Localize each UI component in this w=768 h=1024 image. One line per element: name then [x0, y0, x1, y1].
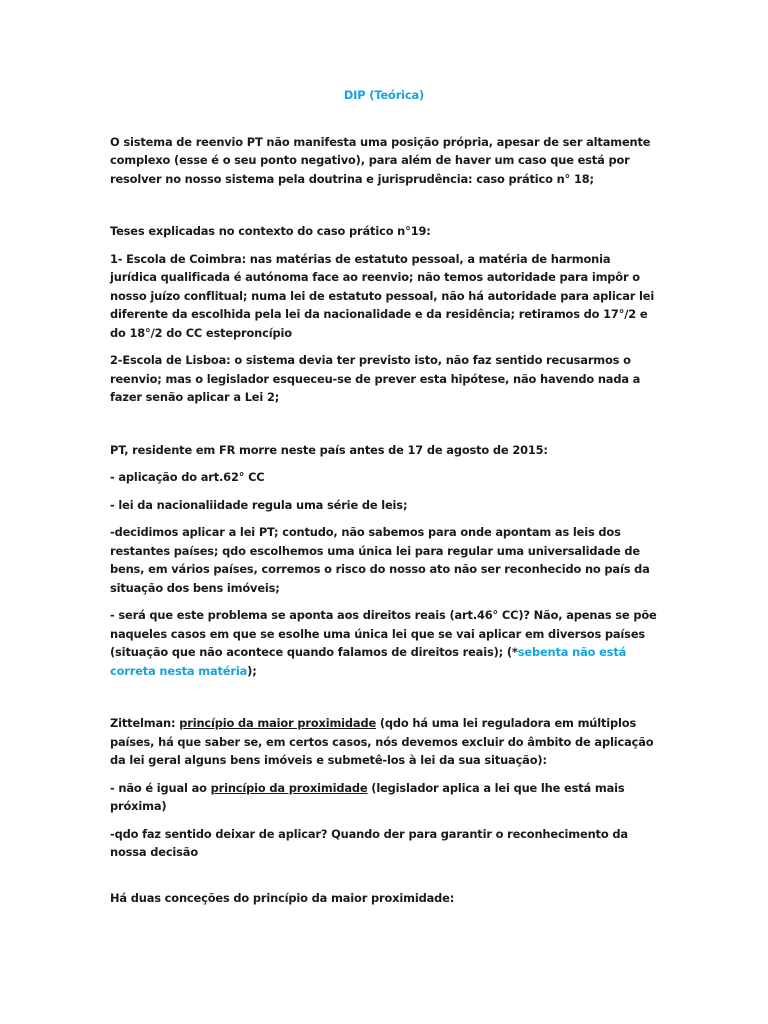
- list-item-art62: - aplicação do art.62° CC: [110, 470, 265, 484]
- proximidade-rest: (legislador aplica a lei que lhe está mais próxima): [110, 780, 625, 813]
- document-title: DIP (Teórica): [343, 88, 425, 102]
- paragraph-case-heading: PT, residente em FR morre neste país antes de 17 de agosto de 2015:: [110, 442, 548, 457]
- zittelman-lead: Zittelman:: [110, 716, 180, 730]
- principio-maior-proximidade-term: princípio da maior proximidade: [179, 716, 377, 730]
- direitos-reais-text: - será que este problema se aponta aos direitos reais (art.46° CC)? Não, apenas se põe naqueles casos em que se esolhe uma única lei que se vai aplicar em diversos países (situação que não acontece quando falamos de direitos reais); (*: [110, 608, 657, 659]
- direitos-reais-end: );: [247, 663, 257, 678]
- principio-proximidade-term: princípio da proximidade: [210, 780, 368, 795]
- list-item-deixar-aplicar: -qdo faz sentido deixar de aplicar? Quando der para garantir o reconhecimento da nossa decisão: [110, 826, 628, 859]
- proximidade-lead: - não é igual ao: [110, 780, 211, 795]
- list-item-nacionalidade: - lei da nacionaliidade regula uma série de leis;: [110, 497, 408, 512]
- paragraph-teses-heading: Teses explicadas no contexto do caso prático n°19:: [110, 224, 431, 238]
- zittelman-rest: (qdo há uma lei reguladora em múltiplos países, há que saber se, em certos casos, nós devemos excluir do âmbito de aplicação da lei geral alguns bens imóveis e submetê-los à lei da sua situação):: [110, 716, 654, 767]
- paragraph-escola-coimbra: 1- Escola de Coimbra: nas matérias de estatuto pessoal, a matéria de harmonia jurídica qualificada é autónoma face ao reenvio; não temos autoridade para impôr o nosso juízo conflitual; numa lei de estatuto pessoal, não há autoridade para aplicar lei diferente da escolhida pela lei da nacionalidade e da residência; retiramos do 17°/2 e do 18°/2 do CC esteproncípio: [110, 251, 655, 340]
- paragraph-reenvio-intro: O sistema de reenvio PT não manifesta uma posição própria, apesar de ser altamente complexo (esse é o seu ponto negativo), para além de haver um caso que está por resolver no nosso sistema pela doutrina e jurisprudência: caso prático n° 18;: [110, 134, 651, 186]
- list-item-lei-pt: -decidimos aplicar a lei PT; contudo, não sabemos para onde apontam as leis dos restantes países; qdo escolhemos uma única lei para regular uma universalidade de bens, em vários países, corremos o risco do nosso ato não ser reconhecido no país da situação dos bens imóveis;: [110, 525, 650, 595]
- paragraph-zittelman: [110, 714, 658, 770]
- document-page: [110, 86, 658, 916]
- list-item-proximidade: [110, 779, 658, 816]
- paragraph-duas-concecoes: Há duas conceções do princípio da maior proximidade:: [110, 890, 455, 905]
- paragraph-escola-lisboa: 2-Escola de Lisboa: o sistema devia ter previsto isto, não faz sentido recusarmos o reenvio; mas o legislador esqueceu-se de prever esta hipótese, não havendo nada a fazer senão aplicar a Lei 2;: [110, 353, 641, 404]
- list-item-direitos-reais: [110, 606, 658, 680]
- sebenta-note-highlight: sebenta não está correta nesta matéria: [110, 645, 627, 678]
